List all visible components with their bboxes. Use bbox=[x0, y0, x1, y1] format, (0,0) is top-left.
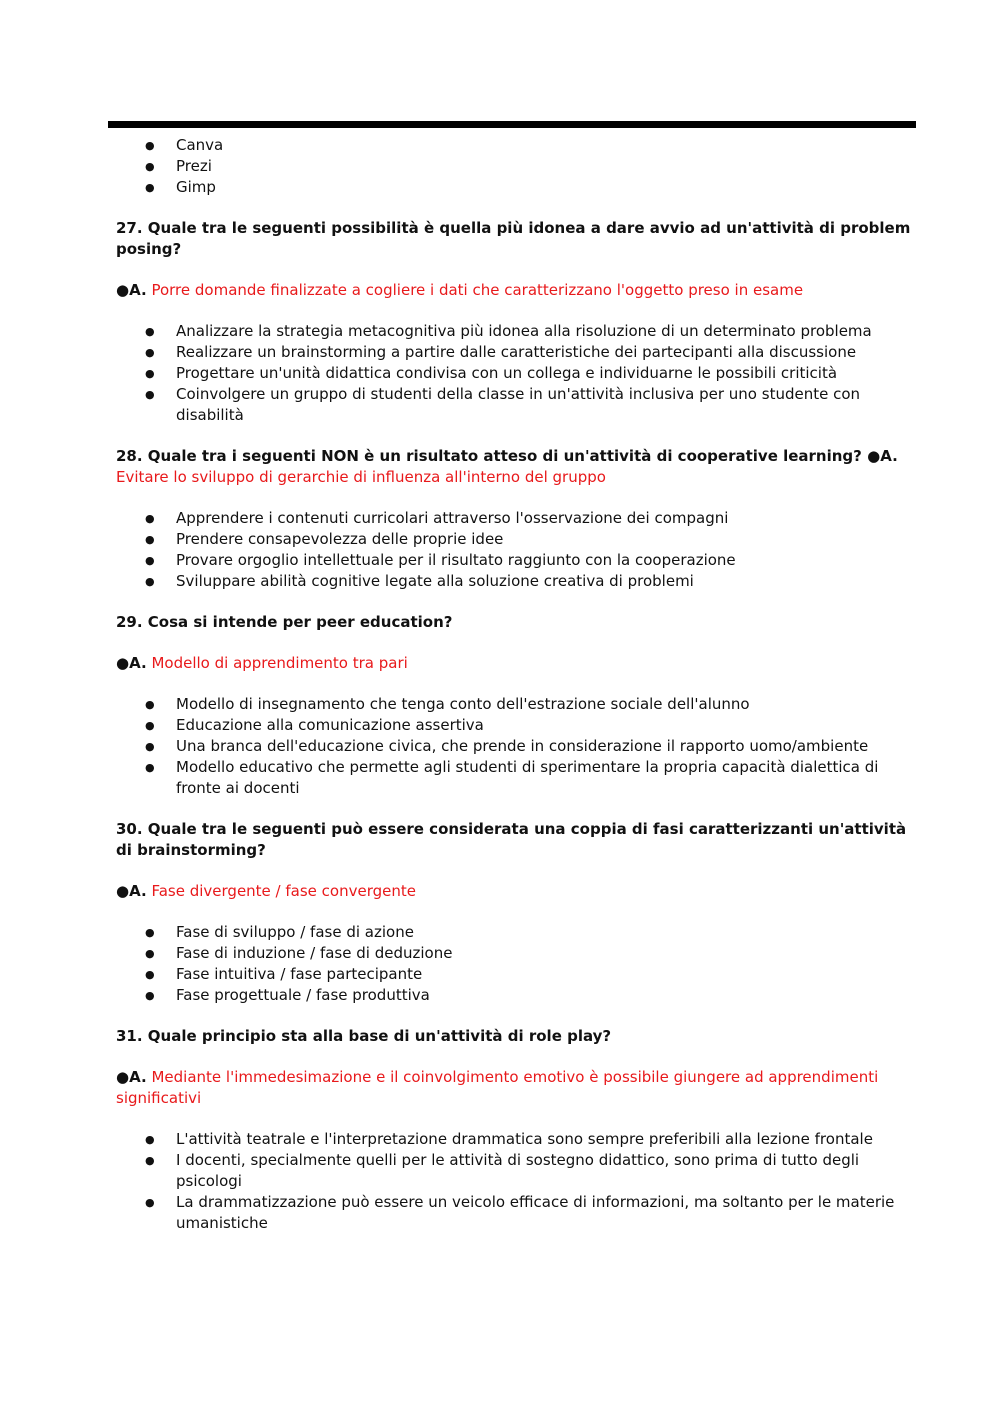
list-item: ● I docenti, specialmente quelli per le attività di sostegno didattico, sono prima di tutto degli psicologi bbox=[116, 1150, 916, 1192]
option-list-29 bbox=[116, 694, 916, 799]
option-list-31 bbox=[116, 1129, 916, 1234]
option-list-27 bbox=[116, 321, 916, 426]
question-29: 29. Cosa si intende per peer education? bbox=[116, 613, 453, 631]
answer-30 bbox=[116, 881, 916, 902]
answer-27 bbox=[116, 280, 916, 301]
list-item: ● Progettare un'unità didattica condivisa con un collega e individuarne le possibili criticità bbox=[116, 363, 916, 384]
list-item: ● Sviluppare abilità cognitive legate alla soluzione creativa di problemi bbox=[116, 571, 916, 592]
list-item: ● Fase intuitiva / fase partecipante bbox=[116, 964, 916, 985]
answer-marker: ●A. bbox=[867, 447, 898, 465]
answer-text: Modello di apprendimento tra pari bbox=[151, 654, 408, 672]
answer-marker: ●A. bbox=[116, 882, 147, 900]
list-item: ● Educazione alla comunicazione assertiva bbox=[116, 715, 916, 736]
list-item: ● Modello educativo che permette agli studenti di sperimentare la propria capacità dialettica di fronte ai docenti bbox=[116, 757, 916, 799]
question-31: 31. Quale principio sta alla base di un'attività di role play? bbox=[116, 1027, 612, 1045]
list-item: ● Fase progettuale / fase produttiva bbox=[116, 985, 916, 1006]
document-content bbox=[116, 135, 916, 1234]
answer-text: Fase divergente / fase convergente bbox=[151, 882, 416, 900]
header-rule bbox=[108, 121, 916, 128]
answer-marker: ●A. bbox=[116, 654, 147, 672]
list-item: ● Apprendere i contenuti curricolari attraverso l'osservazione dei compagni bbox=[116, 508, 916, 529]
list-item: ● Realizzare un brainstorming a partire dalle caratteristiche dei partecipanti alla discussione bbox=[116, 342, 916, 363]
list-item: ● Prezi bbox=[116, 156, 916, 177]
list-item: ● L'attività teatrale e l'interpretazione drammatica sono sempre preferibili alla lezione frontale bbox=[116, 1129, 916, 1150]
list-item: ● Provare orgoglio intellettuale per il risultato raggiunto con la cooperazione bbox=[116, 550, 916, 571]
answer-text: Evitare lo sviluppo di gerarchie di influenza all'interno del gruppo bbox=[116, 468, 606, 486]
answer-text: Mediante l'immedesimazione e il coinvolgimento emotivo è possibile giungere ad apprendimenti significativi bbox=[116, 1068, 879, 1107]
continued-option-list bbox=[116, 135, 916, 198]
list-item: ● La drammatizzazione può essere un veicolo efficace di informazioni, ma soltanto per le materie umanistiche bbox=[116, 1192, 916, 1234]
list-item: ● Una branca dell'educazione civica, che prende in considerazione il rapporto uomo/ambiente bbox=[116, 736, 916, 757]
question-28 bbox=[116, 446, 916, 488]
answer-29 bbox=[116, 653, 916, 674]
list-item: ● Coinvolgere un gruppo di studenti della classe in un'attività inclusiva per uno studente con disabilità bbox=[116, 384, 916, 426]
list-item: ● Fase di sviluppo / fase di azione bbox=[116, 922, 916, 943]
list-item: ● Analizzare la strategia metacognitiva più idonea alla risoluzione di un determinato problema bbox=[116, 321, 916, 342]
answer-marker: ●A. bbox=[116, 1068, 147, 1086]
list-item: ● Fase di induzione / fase di deduzione bbox=[116, 943, 916, 964]
question-text: 28. Quale tra i seguenti NON è un risultato atteso di un'attività di cooperative learning? bbox=[116, 447, 862, 465]
answer-text: Porre domande finalizzate a cogliere i dati che caratterizzano l'oggetto preso in esame bbox=[151, 281, 804, 299]
question-30: 30. Quale tra le seguenti può essere considerata una coppia di fasi caratterizzanti un'attività di brainstorming? bbox=[116, 820, 907, 859]
option-list-28 bbox=[116, 508, 916, 592]
question-27: 27. Quale tra le seguenti possibilità è quella più idonea a dare avvio ad un'attività di problem posing? bbox=[116, 219, 911, 258]
list-item: ● Canva bbox=[116, 135, 916, 156]
option-list-30 bbox=[116, 922, 916, 1006]
answer-marker: ●A. bbox=[116, 281, 147, 299]
list-item: ● Prendere consapevolezza delle proprie idee bbox=[116, 529, 916, 550]
answer-31 bbox=[116, 1067, 916, 1109]
list-item: ● Gimp bbox=[116, 177, 916, 198]
list-item: ● Modello di insegnamento che tenga conto dell'estrazione sociale dell'alunno bbox=[116, 694, 916, 715]
